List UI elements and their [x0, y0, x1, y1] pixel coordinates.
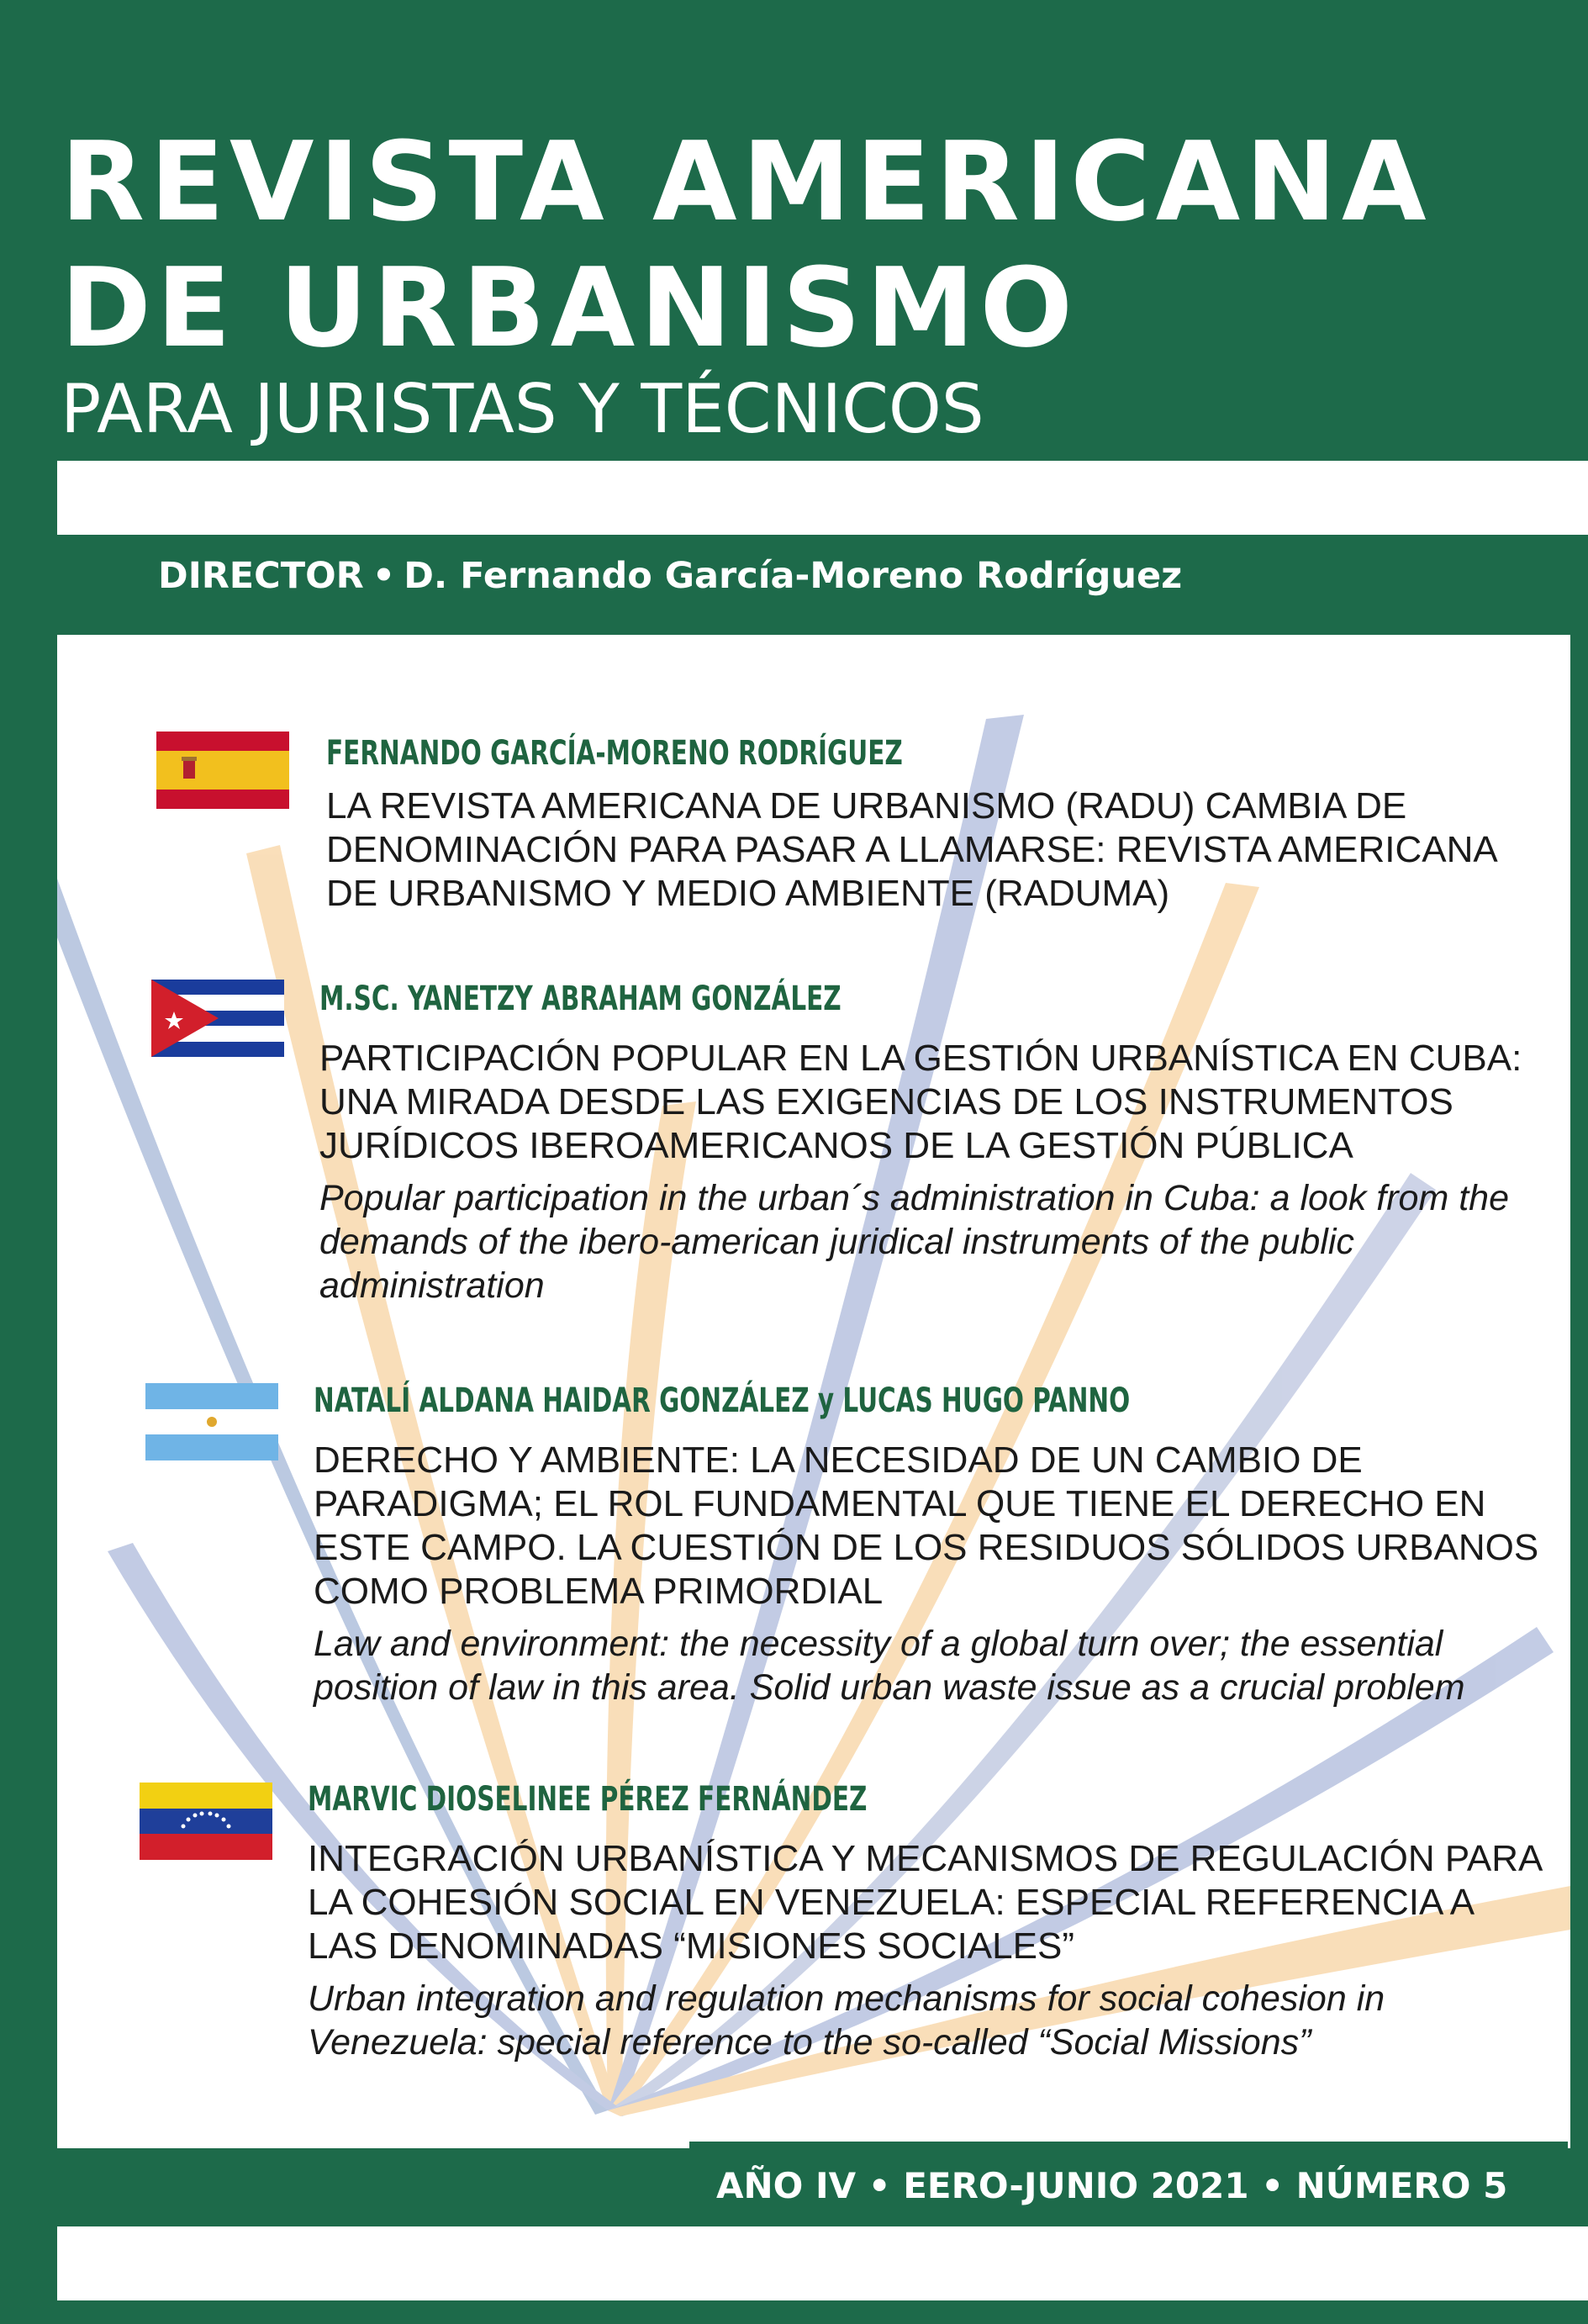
article-author: FERNANDO GARCÍA-MORENO RODRÍGUEZ [326, 734, 903, 773]
top-white-band [57, 461, 1588, 535]
bullet-separator: • [372, 555, 396, 597]
director-line [158, 555, 1182, 597]
masthead [0, 0, 1588, 454]
bottom-white-band [57, 2226, 1588, 2300]
article-title-es: INTEGRACIÓN URBANÍSTICA Y MECANISMOS DE REGULACIÓN PARA LA COHESIÓN SOCIAL EN VENEZUELA: ESPECIAL REFERENCIA A LAS DENOMINADAS “MISIONES SOCIALES” [308, 1838, 1541, 1967]
journal-title-line2: DE URBANISMO [61, 244, 1079, 372]
article-title-es: LA REVISTA AMERICANA DE URBANISMO (RADU) CAMBIA DE DENOMINACIÓN PARA PASAR A LLAMARSE: REVISTA AMERICANA DE URBANISMO Y MEDIO AMBIENTE (RADUMA) [326, 785, 1496, 914]
article-author: MARVIC DIOSELINEE PÉREZ FERNÁNDEZ [308, 1780, 868, 1819]
article-title-es: PARTICIPACIÓN POPULAR EN LA GESTIÓN URBANÍSTICA EN CUBA: UNA MIRADA DESDE LAS EXIGENCIAS DE LOS INSTRUMENTOS JURÍDICOS IBEROAMERICANOS DE LA GESTIÓN PÚBLICA [319, 1038, 1522, 1166]
article-title-en: Popular participation in the urban´s administration in Cuba: a look from the demands of the ibero-american juridical instruments of the public administration [319, 1178, 1509, 1306]
cuba-flag-icon [151, 980, 284, 1057]
article-3[interactable] [314, 1381, 1549, 1709]
argentina-flag-icon [145, 1383, 278, 1460]
issue-info: AÑO IV • EERO-JUNIO 2021 • NÚMERO 5 [716, 2165, 1508, 2206]
director-name: D. Fernando García-Moreno Rodríguez [404, 555, 1183, 597]
journal-subtitle: PARA JURISTAS Y TÉCNICOS [61, 370, 984, 448]
article-2[interactable] [319, 980, 1547, 1307]
article-title-es: DERECHO Y AMBIENTE: LA NECESIDAD DE UN CAMBIO DE PARADIGMA; EL ROL FUNDAMENTAL QUE TIENE EL DERECHO EN ESTE CAMPO. LA CUESTIÓN DE LOS RESIDUOS SÓLIDOS URBANOS COMO PROBLEMA PRIMORDIAL [314, 1439, 1539, 1612]
article-4[interactable] [308, 1780, 1552, 2064]
article-1[interactable] [326, 734, 1537, 916]
article-author: NATALÍ ALDANA HAIDAR GONZÁLEZ y LUCAS HUGO PANNO [314, 1381, 1131, 1420]
director-label: DIRECTOR [158, 555, 364, 597]
article-author: M.SC. YANETZY ABRAHAM GONZÁLEZ [319, 980, 841, 1018]
article-title-en: Urban integration and regulation mechanisms for social cohesion in Venezuela: special reference to the so-called “Social Missions” [308, 1978, 1385, 2063]
spain-flag-icon [156, 732, 289, 809]
contents-panel [57, 635, 1570, 2148]
journal-title-line1: REVISTA AMERICANA [61, 118, 1432, 246]
venezuela-flag-icon [140, 1783, 272, 1860]
article-title-en: Law and environment: the necessity of a global turn over; the essential position of law in this area. Solid urban waste issue as a crucial problem [314, 1624, 1465, 1708]
